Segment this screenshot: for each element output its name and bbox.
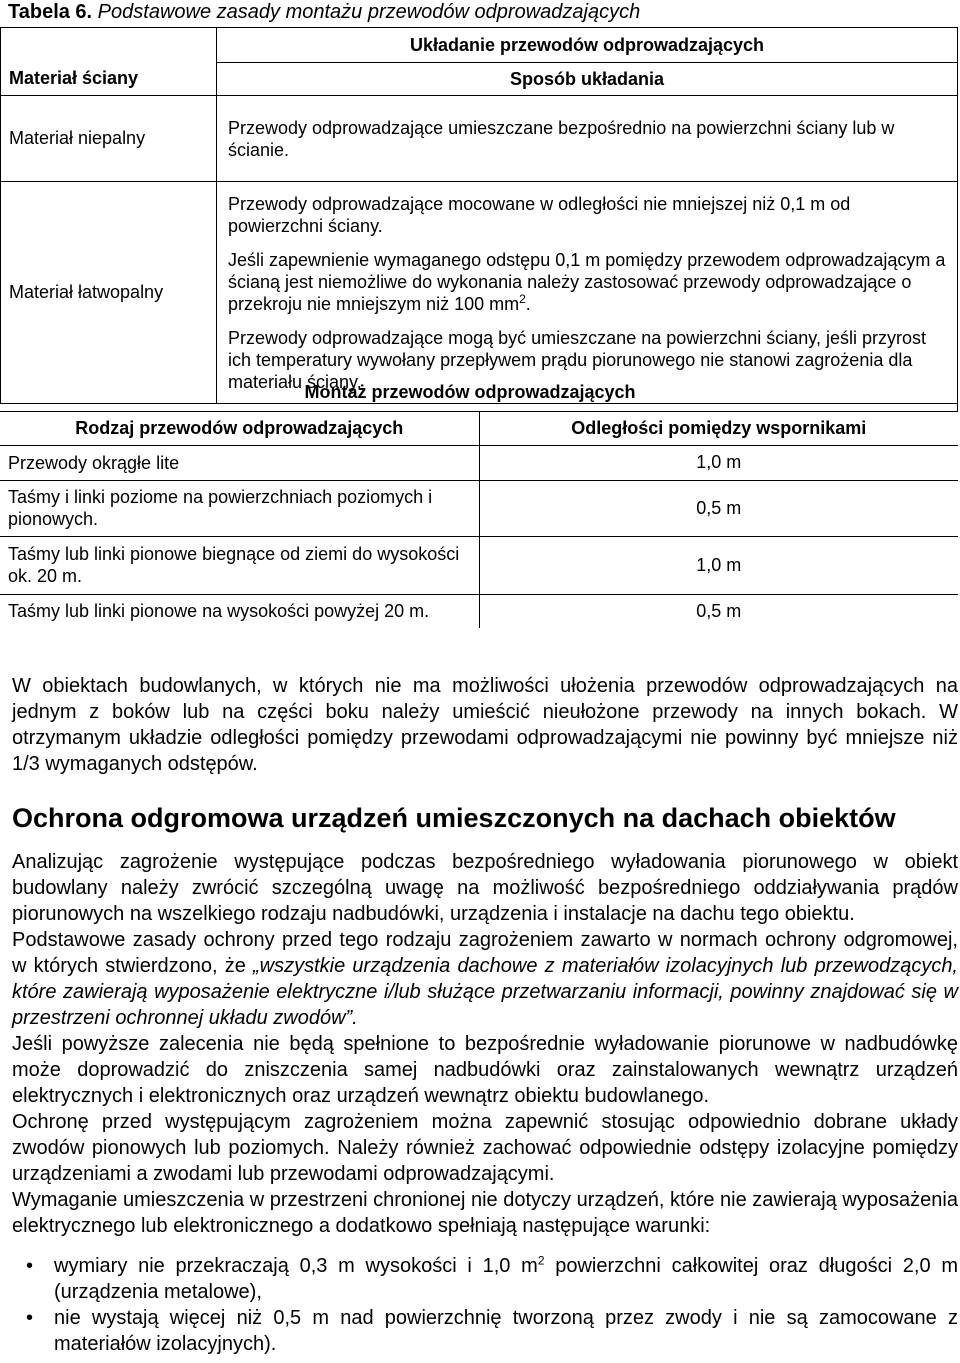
t1-row2-paragraph-2-text: Jeśli zapewnienie wymaganego odstępu 0,1 m pomiędzy przewodem odprowadzającym a ścianą jest niemożliwe do wykonania należy zastosować przewody odprowadzające o przekroju nie mniejszym niż 100 mm [228,249,946,314]
list-item [12,1305,958,1357]
paragraph-1 [12,673,958,777]
paragraph-1-text: W obiektach budowlanych, w których nie ma możliwości ułożenia przewodów odprowadzających na jednym z boków lub na części boku należy umieścić nieułożone przewody na innych bokach. W otrzymanym układzie odległości pomiędzy przewodami odprowadzającymi nie powinny być mniejsze niż 1/3 wymaganych odstępów. [12,675,958,775]
t1-row2-paragraph-2-end: . [525,293,531,314]
caption-title: Podstawowe zasady montażu przewodów odprowadzających [92,1,641,23]
t1-row2-paragraph-2 [228,249,947,315]
paragraph-4: Jeśli powyższe zalecenia nie będą spełnione to bezpośrednie wyładowanie piorunowe w nadbudówkę może doprowadzić do zniszczenia samej nadbudówki oraz zainstalowanych wewnątrz urządzeń elektrycznych i elektronicznych oraz urządzeń wewnątrz obiektu budowlanego. [12,1033,958,1107]
paragraph-5: Ochronę przed występującym zagrożeniem można zapewnić stosując odpowiednio dobrane układy zwodów pionowych lub poziomych. Należy również zachować odpowiednie odstępy izolacyjne pomiędzy urządzeniami a zwodami lub przewodami odprowadzającymi. [12,1111,958,1185]
support-distance-table-body [0,375,958,628]
t2-group-header: Montaż przewodów odprowadzających [0,375,958,411]
t2-col1-header: Rodzaj przewodów odprowadzających [0,411,479,445]
paragraph-2: Analizując zagrożenie występujące podczas bezpośredniego wyładowania piorunowego w obiekt budowlany należy zwrócić szczególną uwagę na możliwość bezpośredniego oddziaływania prądów piorunowych na wszelkiego rodzaju nadbudówki, urządzenia i instalacje na dachu tego obiektu. [12,851,958,925]
section-body [12,849,958,1239]
bullet-icon: • [26,1255,34,1277]
t1-row2-paragraph-3: Przewody odprowadzające mogą być umieszczane na powierzchni ściany, jeśli przyrost ich temperatury wywołany przepływem prądu piorunowego nie stanowi zagrożenia dla materiału ściany. [228,327,926,392]
t1-col2-header: Sposób układania [217,63,958,96]
caption-label: Tabela 6. [8,1,93,23]
t2-row3-type: Taśmy lub linki pionowe biegnące od ziemi do wysokości ok. 20 m. [0,536,479,594]
t2-row1-distance: 1,0 m [479,445,958,480]
t1-row1-method [217,96,958,182]
t2-row1-type: Przewody okrągłe lite [0,445,479,480]
section-heading: Ochrona odgromowa urządzeń umieszczonych na dachach obiektów [12,803,896,833]
t2-row4-type: Taśmy lub linki pionowe na wysokości powyżej 20 m. [0,594,479,628]
list-item-text: wymiary nie przekraczają 0,3 m wysokości i 1,0 m [54,1255,538,1277]
t1-row2-material: Materiał łatwopalny [1,182,217,404]
t2-row2-type: Taśmy i linki poziome na powierzchniach poziomych i pionowych. [0,480,479,536]
t2-row3-distance: 1,0 m [479,536,958,594]
t2-row4-distance: 0,5 m [479,594,958,628]
paragraph-6: Wymaganie umieszczenia w przestrzeni chronionej nie dotyczy urządzeń, które nie zawierają wyposażenia elektrycznego lub elektronicznego a dodatkowo spełniają następujące warunki: [12,1189,958,1237]
superscript: 2 [537,1253,545,1268]
t1-row1-material: Materiał niepalny [1,96,217,182]
paragraph-3-text: Podstawowe zasady ochrony przed tego rodzaju zagrożeniem zawarto w normach ochrony odgromowej, w których stwierdzono, że [12,929,958,977]
paragraph-3 [12,927,958,1031]
t2-col2-header: Odległości pomiędzy wspornikami [479,411,958,445]
list-item [12,1253,958,1305]
t1-row2-paragraph-1: Przewody odprowadzające mocowane w odległości nie mniejszej niż 0,1 m od powierzchni ściany. [228,193,851,236]
superscript: 2 [519,291,526,306]
conditions-list [12,1253,958,1357]
table-caption [8,0,640,24]
t1-row1-paragraph: Przewody odprowadzające umieszczane bezpośrednio na powierzchni ściany lub w ścianie. [228,117,895,160]
list-item-text-end: powierzchni całkowitej oraz długości 2,0 m (urządzenia metalowe), [54,1255,958,1303]
t1-col1-header: Materiał ściany [1,63,217,96]
t2-row2-distance: 0,5 m [479,480,958,536]
list-item-text: nie wystają więcej niż 0,5 m nad powierzchnię tworzoną przez zwody i nie są zamocowane z materiałów izolacyjnych). [54,1307,958,1355]
paragraph-3-quote: „wszystkie urządzenia dachowe z materiałów izolacyjnych lub przewodzących, które zawierają wyposażenie elektryczne i/lub służące przetwarzaniu informacji, powinny znajdować się w przestrzeni ochronnej układu zwodów”. [12,955,958,1029]
t1-group-header: Układanie przewodów odprowadzających [217,28,958,63]
wall-material-table [0,27,958,404]
bullet-icon: • [26,1307,34,1329]
t1-row2-method [217,182,958,404]
